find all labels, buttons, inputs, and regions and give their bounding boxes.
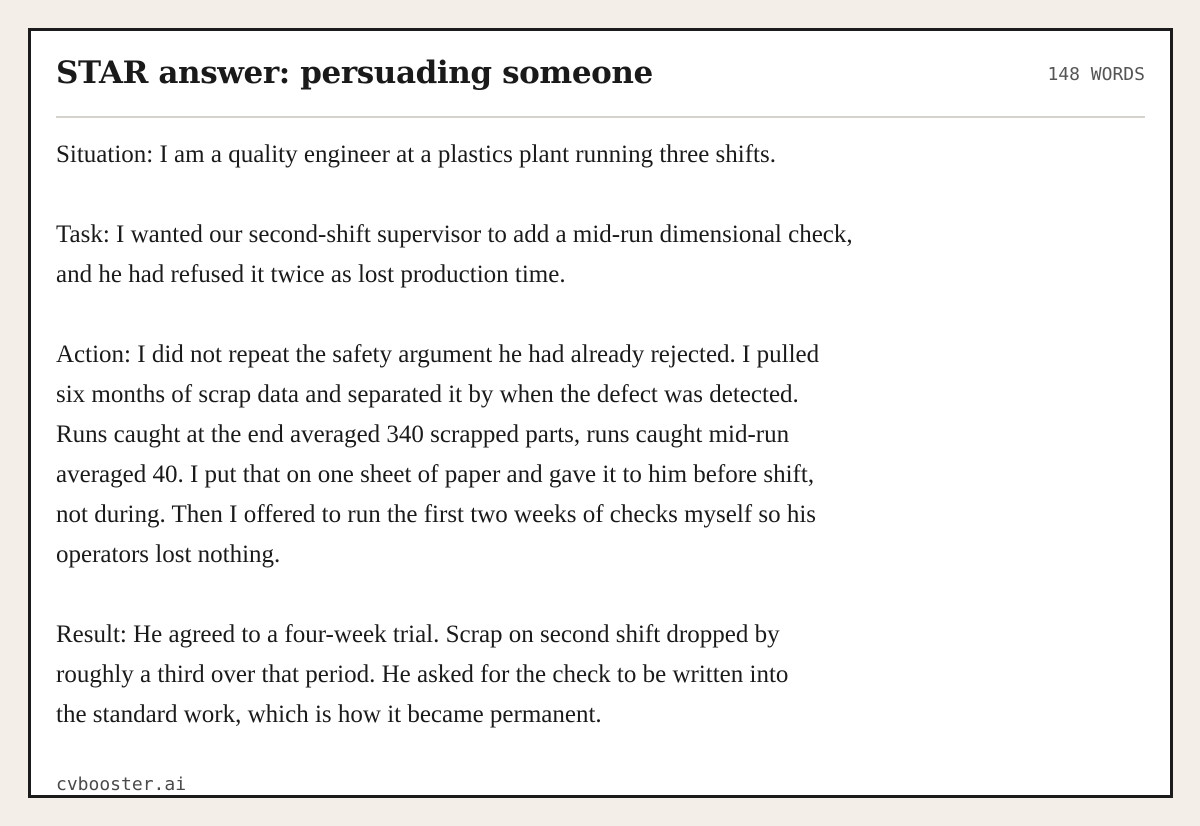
word-count-label: 148 WORDS: [1047, 64, 1145, 85]
task-line: and he had refused it twice as lost production time.: [56, 261, 566, 288]
action-line: operators lost nothing.: [56, 541, 281, 568]
result-paragraph: [56, 615, 1046, 735]
brand-footer: cvbooster.ai: [56, 774, 187, 795]
answer-body: [56, 135, 1046, 735]
action-line: averaged 40. I put that on one sheet of paper and gave it to him before shift,: [56, 461, 815, 488]
card-title: STAR answer: persuading someone: [56, 55, 653, 91]
result-line: Result: He agreed to a four-week trial. Scrap on second shift dropped by: [56, 621, 780, 648]
task-line: Task: I wanted our second-shift supervisor to add a mid-run dimensional check,: [56, 221, 853, 248]
action-paragraph: [56, 335, 1046, 575]
situation-line: Situation: I am a quality engineer at a plastics plant running three shifts.: [56, 141, 776, 168]
star-answer-card: [28, 28, 1173, 798]
action-line: not during. Then I offered to run the first two weeks of checks myself so his: [56, 501, 817, 528]
action-line: six months of scrap data and separated it by when the defect was detected.: [56, 381, 799, 408]
result-line: the standard work, which is how it became permanent.: [56, 701, 602, 728]
result-line: roughly a third over that period. He asked for the check to be written into: [56, 661, 789, 688]
situation-paragraph: [56, 135, 1046, 175]
task-paragraph: [56, 215, 1046, 295]
action-line: Action: I did not repeat the safety argument he had already rejected. I pulled: [56, 341, 820, 368]
header-divider: [56, 116, 1145, 118]
action-line: Runs caught at the end averaged 340 scrapped parts, runs caught mid-run: [56, 421, 790, 448]
